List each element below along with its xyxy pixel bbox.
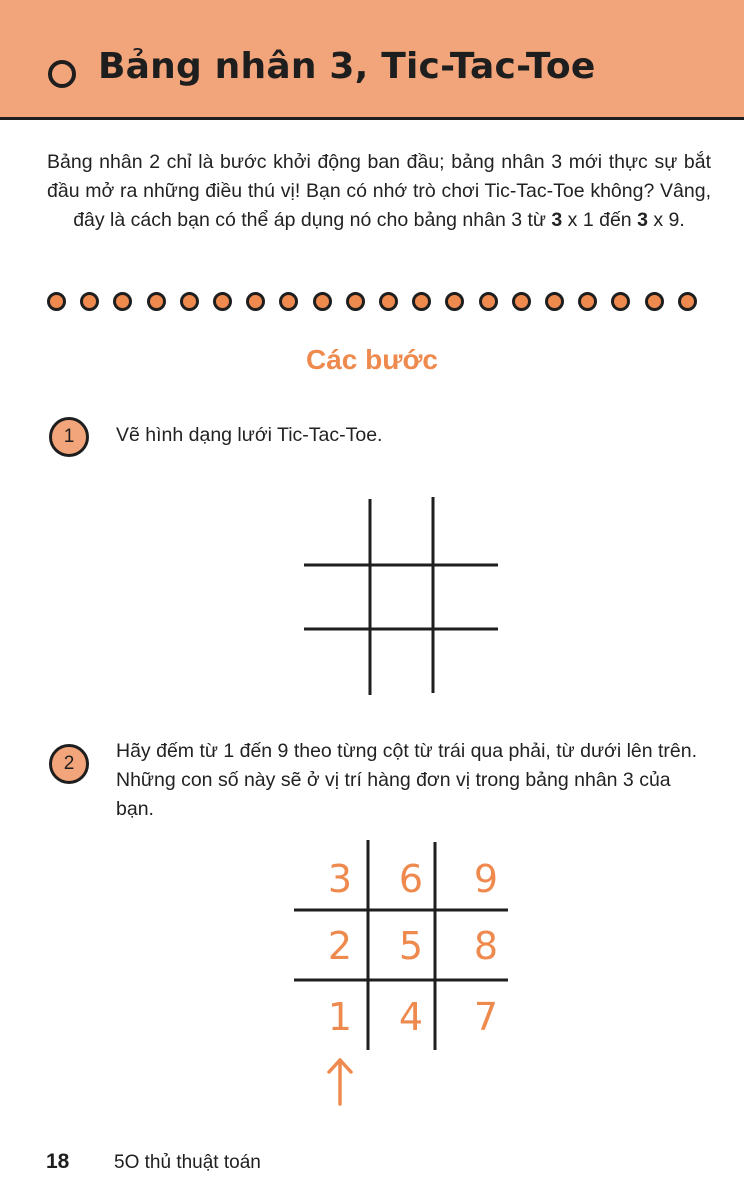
divider-dot (645, 292, 664, 311)
divider-dot (678, 292, 697, 311)
grid-number-top-middle: 6 (398, 857, 424, 901)
circle-bullet-icon (48, 60, 76, 88)
divider-dot (379, 292, 398, 311)
divider-dot (346, 292, 365, 311)
divider-dot (512, 292, 531, 311)
grid-number-bottom-middle: 4 (398, 995, 424, 1039)
page-number: 18 (46, 1150, 70, 1173)
grid-number-middle-right: 8 (473, 924, 499, 968)
grid-number-bottom-left: 1 (327, 995, 353, 1039)
intro-to-rest: x 9. (647, 209, 685, 231)
chapter-header (0, 0, 744, 120)
empty-tic-tac-toe-grid (300, 495, 500, 697)
intro-from-rest: x 1 đến (562, 209, 638, 231)
grid-number-bottom-right: 7 (473, 995, 499, 1039)
grid-number-middle-left: 2 (327, 924, 353, 968)
numbered-tic-tac-toe-grid (290, 838, 512, 1110)
divider-dot (412, 292, 431, 311)
grid-number-middle-middle: 5 (398, 924, 424, 968)
step-1-text: Vẽ hình dạng lưới Tic-Tac-Toe. (116, 424, 383, 446)
divider-dot (147, 292, 166, 311)
step-2-text: Hãy đếm từ 1 đến 9 theo từng cột từ trái qua phải, từ dưới lên trên. Những con số này sẽ ở vị trí hàng đơn vị trong bảng nhân 3 của bạn. (116, 740, 698, 820)
book-title: 5O thủ thuật toán (114, 1152, 261, 1173)
divider-dot (545, 292, 564, 311)
step-1-badge (49, 417, 89, 457)
divider-dot (279, 292, 298, 311)
step-1-number: 1 (63, 426, 75, 447)
divider-dot (246, 292, 265, 311)
step-2-number: 2 (63, 753, 75, 774)
step-2-badge (49, 744, 89, 784)
divider-dot (445, 292, 464, 311)
dot-divider (47, 292, 697, 312)
up-arrow-icon (329, 1060, 351, 1104)
divider-dot (180, 292, 199, 311)
divider-dot (479, 292, 498, 311)
intro-from-factor: 3 (551, 209, 563, 231)
grid-number-top-left: 3 (327, 857, 353, 901)
intro-text: Bảng nhân 2 chỉ là bước khởi động ban đầu; bảng nhân 3 mới thực sự bắt đầu mở ra những điều thú vị! Bạn có nhớ trò chơi Tic-Tac-Toe không? Vâng, đây là cách bạn có thể áp dụng nó cho bảng nhân 3 từ (47, 151, 711, 231)
divider-dot (213, 292, 232, 311)
divider-dot (80, 292, 99, 311)
divider-dot (578, 292, 597, 311)
steps-heading: Các bước (305, 344, 438, 375)
grid-number-top-right: 9 (473, 857, 499, 901)
divider-dot (313, 292, 332, 311)
divider-dot (47, 292, 66, 311)
intro-paragraph (47, 148, 711, 235)
page-title: Bảng nhân 3, Tic-Tac-Toe (98, 46, 596, 87)
intro-to-factor: 3 (637, 209, 648, 231)
divider-dot (611, 292, 630, 311)
divider-dot (113, 292, 132, 311)
